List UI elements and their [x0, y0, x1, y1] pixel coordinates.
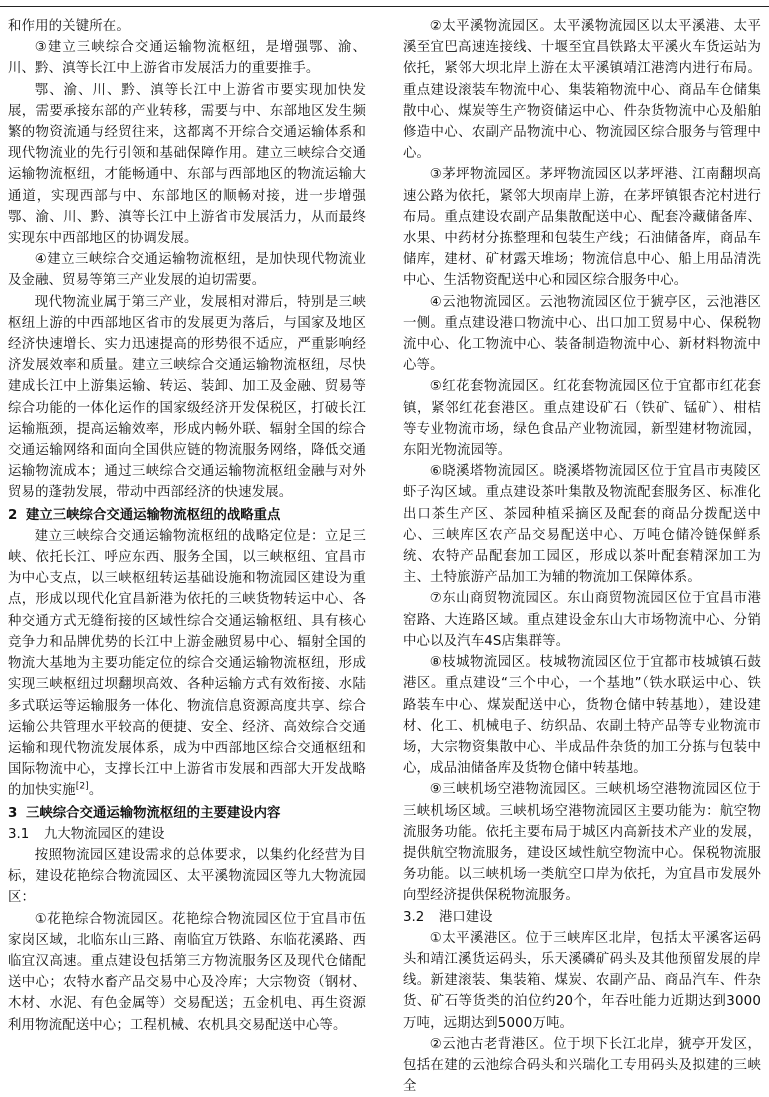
paragraph: 和作用的关键所在。: [8, 19, 130, 34]
right-column: [403, 16, 761, 1097]
paragraph: ④建立三峡综合交通运输物流枢纽，是加快现代物流业及金融、贸易等第三产业发展的迫切需要。: [8, 252, 366, 289]
subsection-heading-3-1: [8, 824, 366, 845]
section-heading-2: [8, 505, 366, 526]
paragraph: 鄂、渝、川、黔、滇等长江中上游省市要实现加快发展，需要承接东部的产业转移，需要与中、东部地区发生频繁的物资流通与经贸往来，这都离不开综合交通运输体系和现代物流业的先行引领和基础保障作用。建立三峡综合交通运输物流枢纽，才能畅通中、东部与西部地区的物流运输大通道，实现西部与中、东部地区的顺畅对接，进一步增强鄂、渝、川、黔、滇等长江中上游省市发展活力，从而最终实现东中西部地区的协调发展。: [8, 82, 366, 247]
paragraph: ②云池古老背港区。位于坝下长江北岸，猇亭开发区，包括在建的云池综合码头和兴瑞化工专用码头及拟建的三峡全: [403, 1036, 761, 1095]
paragraph: ⑦东山商贸物流园区。东山商贸物流园区位于宜昌市港窑路、大连路区域。重点建设金东山大市场物流中心、分销中心以及汽车4S店集群等。: [403, 591, 761, 649]
paragraph: ⑤红花套物流园区。红花套物流园区位于宜都市红花套镇，紧邻红花套港区。重点建设矿石（铁矿、锰矿）、柑桔等专业物流市场，绿色食品产业物流园，新型建材物流园，东阳光物流园等。: [403, 379, 761, 459]
paragraph: [8, 526, 366, 802]
paragraph: ⑧枝城物流园区。枝城物流园区位于宜都市枝城镇石鼓港区。重点建设“三个中心，一个基地”（铁水联运中心、铁路装车中心、煤炭配送中心，货物仓储中转基地），建设建材、化工、机械电子、纺织品、农副土特产品等专业物流市场，大宗物资集散中心、半成品件杂货的加工分拣与包装中心，成品油储备库及货物仓储中转基地。: [403, 655, 761, 777]
paragraph: ②太平溪物流园区。太平溪物流园区以太平溪港、太平溪至宜巴高速连接线、十堰至宜昌铁路太平溪火车货运站为依托，紧邻大坝北岸上游在太平溪镇靖江港湾内进行布局。重点建设滚装车物流中心、集装箱物流中心、商品车仓储集散中心、煤炭等生产物资储运中心、件杂货物流中心及船舶修造中心、农副产品物流中心、物流园区综合服务与管理中心。: [403, 19, 761, 162]
left-column: [8, 16, 366, 1036]
section-number: 3: [8, 805, 18, 821]
section-number: 2: [8, 507, 18, 523]
subsection-number: 3.1: [8, 826, 30, 842]
paragraph: ③建立三峡综合交通运输物流枢纽，是增强鄂、渝、川、黔、滇等长江中上游省市发展活力的重要推手。: [8, 40, 366, 77]
section-heading-3: [8, 803, 366, 824]
subsection-number: 3.2: [403, 909, 425, 925]
paragraph: ⑥晓溪塔物流园区。晓溪塔物流园区位于宜昌市夷陵区虾子沟区域。重点建设茶叶集散及物流配套服务区、标准化出口茶生产区、茶园种植采摘区及配套的商品分拨配送中心、三峡库区农产品交易配送中心、万吨仓储冷链保鲜系统、农特产品配套加工园区，形成以茶叶配套精深加工为主、土特旅游产品加工为辅的物流加工保障体系。: [403, 464, 761, 586]
paragraph: ①太平溪港区。位于三峡库区北岸，包括太平溪客运码头和靖江溪货运码头，乐天溪磷矿码头及其他预留发展的岸线。新建滚装、集装箱、煤炭、农副产品、商品汽车、件杂货、矿石等货类的泊位约20个，年吞吐能力近期达到3000万吨，远期达到5000万吨。: [403, 930, 761, 1031]
paragraph-text: 建立三峡综合交通运输物流枢纽的战略定位是：立足三峡、依托长江、呼应东西、服务全国，以三峡枢纽、宜昌市为中心支点，以三峡枢纽转运基础设施和物流园区建设为重点，形成以现代化宜昌新港为依托的三峡货物转运中心、各种交通方式无缝衔接的区域性综合交通运输枢纽、具有核心竞争力和品牌优势的长江中上游金融贸易中心、辐射全国的物流大基地为主要功能定位的综合交通运输物流枢纽，形成实现三峡枢纽过坝翻坝高效、各种运输方式有效衔接、水陆多式联运等运输服务一体化、物流信息资源高度共享、综合运输公共管理水平较高的便捷、安全、经济、高效综合交通运输和现代物流发展体系，成为中西部地区综合交通枢纽和国际物流中心，支撑长江中上游省市发展和西部大开发战略的加快实施: [8, 528, 366, 799]
section-title: 三峡综合交通运输物流枢纽的主要建设内容: [26, 805, 281, 821]
subsection-title: 港口建设: [439, 909, 493, 925]
paragraph: ④云池物流园区。云池物流园区位于猇亭区，云池港区一侧。重点建设港口物流中心、出口加工贸易中心、保税物流中心、化工物流中心、装备制造物流中心、新材料物流中心等。: [403, 294, 761, 374]
paragraph: ③茅坪物流园区。茅坪物流园区以茅坪港、江南翻坝高速公路为依托，紧邻大坝南岸上游，在茅坪镇银杏沱村进行布局。重点建设农副产品集散配送中心、配套冷藏储备库、水果、中药材分拣整理和包装生产线；石油储备库，商品车储库，建材、矿材露天堆场；物流信息中心、船上用品清洗中心、生活物资配送中心和园区综合服务中心。: [403, 167, 761, 289]
paragraph-end: 。: [88, 783, 103, 799]
section-title: 建立三峡综合交通运输物流枢纽的战略重点: [26, 507, 281, 523]
paragraph: ⑨三峡机场空港物流园区。三峡机场空港物流园区位于三峡机场区域。三峡机场空港物流园区主要功能为：航空物流服务功能。依托主要布局于城区内高新技术产业的发展，提供航空物流服务，建设区域性航空物流中心。保税物流服务功能。以三峡机场一类航空口岸为依托，为宜昌市发展外向型经济提供保税物流服务。: [403, 782, 761, 904]
citation-ref: [2]: [75, 781, 89, 792]
subsection-heading-3-2: [403, 907, 761, 928]
subsection-title: 九大物流园区的建设: [44, 826, 165, 842]
paragraph: 现代物流业属于第三产业，发展相对滞后，特别是三峡枢纽上游的中西部地区省市的发展更为落后，与国家及地区经济快速增长、实力迅速提高的形势很不适应，严重影响经济发展效率和质量。建立三峡综合交通运输物流枢纽，尽快建成长江中上游集运输、转运、装卸、加工及金融、贸易等综合功能的一体化运作的国家级经济开发保税区，打破长江运输瓶颈，提高运输效率，形成内畅外联、辐射全国的综合交通运输网络和面向全国供应链的物流服务网络，降低交通运输物流成本；通过三峡综合交通运输物流枢纽金融与对外贸易的蓬勃发展，带动中西部经济的快速发展。: [8, 294, 366, 501]
paragraph: 按照物流园区建设需求的总体要求，以集约化经营为目标，建设花艳综合物流园区、太平溪物流园区等九大物流园区：: [8, 847, 366, 906]
running-header-rule: [0, 0, 769, 7]
paragraph: ①花艳综合物流园区。花艳综合物流园区位于宜昌市伍家岗区域，北临东山三路、南临宜万铁路、东临花溪路、西临宜汉高速。重点建设包括第三方物流服务区及现代仓储配送中心；农特水畜产品交易中心及冷库；大宗物资（钢材、木材、水泥、有色金属等）交易配送；五金机电、再生资源利用物流配送中心；工程机械、农机具交易配送中心等。: [8, 911, 366, 1033]
